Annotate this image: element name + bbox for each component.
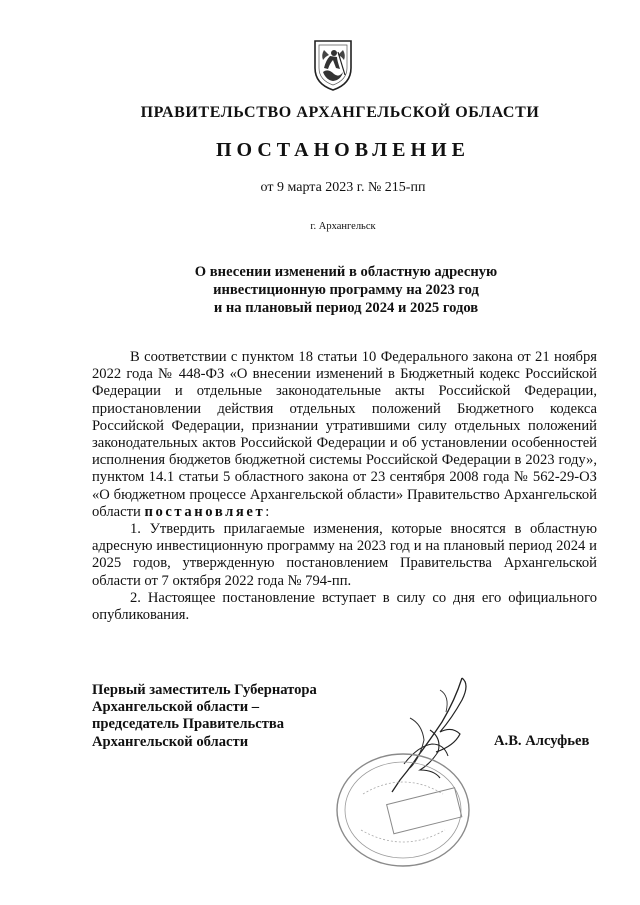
- document-type: ПОСТАНОВЛЕНИЕ: [216, 139, 470, 161]
- subject-line: и на плановый период 2024 и 2025 годов: [213, 300, 479, 316]
- position-line: Архангельской области: [92, 733, 249, 750]
- document-body: [92, 349, 597, 624]
- document-subject: [150, 263, 542, 317]
- government-title: ПРАВИТЕЛЬСТВО АРХАНГЕЛЬСКОЙ ОБЛАСТИ: [140, 104, 540, 121]
- coat-of-arms-icon: [312, 38, 354, 92]
- official-stamp: [333, 750, 473, 870]
- document-city: г. Архангельск: [310, 221, 376, 232]
- subject-line: О внесении изменений в областную адресную: [194, 264, 498, 280]
- signatory-position: [92, 682, 317, 751]
- decree-colon: :: [265, 503, 270, 520]
- item-2-paragraph: 2. Настоящее постановление вступает в силу со дня его официального опубликования.: [92, 589, 597, 624]
- document-date-number: от 9 марта 2023 г. № 215-пп: [260, 180, 426, 195]
- signatory-name: А.В. Алсуфьев: [494, 733, 590, 749]
- item-1-paragraph: 1. Утвердить прилагаемые изменения, которые вносятся в областную адресную инвестиционную программу на 2023 год и на плановый период 2024 и 2025 годов, утвержденную постановлением Правительства Архангельской области от 7 октября 2022 года № 794-пп.: [92, 521, 597, 589]
- preamble-text: В соответствии с пунктом 18 статьи 10 Федерального закона от 21 ноября 2022 года № 448-ФЗ «О внесении изменений в Бюджетный кодекс Российской Федерации и отдельные законодательные акты Российской Федерации, приостановлении действия отдельных положений Бюджетного кодекса Российской Федерации, признании утратившими силу отдельных положений законодательных актов Российской Федерации и об установлении особенностей исполнения бюджетов бюджетной системы Российской Федерации в 2023 году», пунктом 14.1 статьи 5 областного закона от 23 сентября 2008 года № 562-29-ОЗ «О бюджетном процессе Архангельской области» Правительство Архангельской области: [92, 349, 597, 520]
- preamble-paragraph: [92, 349, 597, 521]
- position-line: Первый заместитель Губернатора: [92, 682, 317, 698]
- decree-word: постановляет: [144, 503, 266, 520]
- position-line: Архангельской области –: [92, 699, 260, 716]
- position-line: председатель Правительства: [92, 716, 285, 733]
- subject-line: инвестиционную программу на 2023 год: [213, 282, 479, 298]
